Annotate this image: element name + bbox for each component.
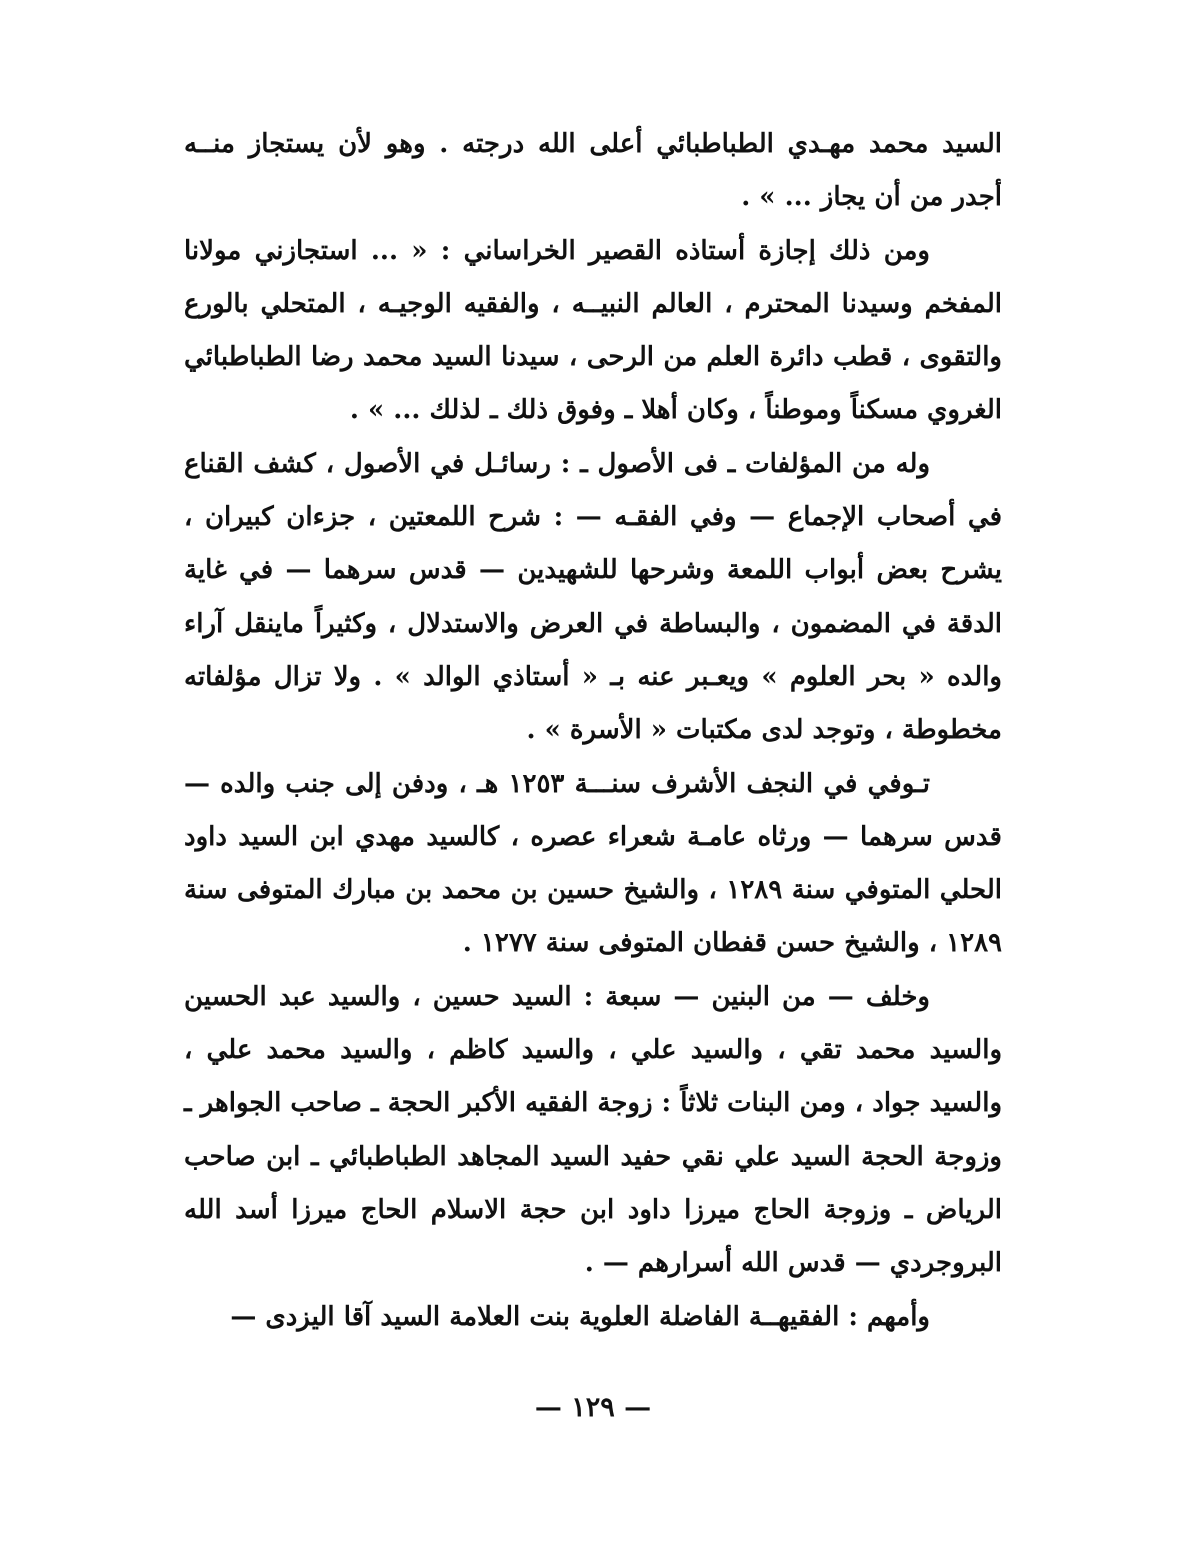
page-number: — ١٢٩ — bbox=[534, 1392, 652, 1423]
paragraph-2: ومن ذلك إجازة أستاذه القصير الخراساني : « ... استجازني مولانا المفخم وسيدنا المحترم ، العالم النبيــه ، والفقيه الوجيـه ، المتحلي بالورع والتقوى ، قطب دائرة العلم من الرحى ، سيدنا السيد محمد رضا الطباطبائي الغروي مسكناً وموطناً ، وكان أهلا ـ وفوق ذلك ـ لذلك ... » . bbox=[184, 235, 1002, 426]
page-body-text bbox=[184, 118, 1002, 1344]
paragraph-4: تـوفي في النجف الأشرف سنـــة ١٢٥٣ هـ ، ودفن إلى جنب والده — قدس سرهما — ورثاه عامـة شعراء عصره ، كالسيد مهدي ابن السيد داود الحلي المتوفي سنة ١٢٨٩ ، والشيخ حسين بن محمد بن مبارك المتوفى سنة ١٢٨٩ ، والشيخ حسن قفطان المتوفى سنة ١٢٧٧ . bbox=[184, 768, 1002, 959]
paragraph-3: وله من المؤلفات ـ فى الأصول ـ : رسائـل في الأصول ، كشف القناع في أصحاب الإجماع — وفي الفقـه — : شرح اللمعتين ، جزءان كبيران ، يشرح بعض أبواب اللمعة وشرحها للشهيدين — قدس سرهما — في غاية الدقة في المضمون ، والبساطة في العرض والاستدلال ، وكثيراً ماينقل آراء والده « بحر العلوم » ويعـبر عنه بـ « أستاذي الوالد » . ولا تزال مؤلفاته مخطوطة ، وتوجد لدى مكتبات « الأسرة » . bbox=[184, 448, 1002, 746]
paragraph-5: وخلف — من البنين — سبعة : السيد حسين ، والسيد عبد الحسين والسيد محمد تقي ، والسيد علي ، والسيد كاظم ، والسيد محمد علي ، والسيد جواد ، ومن البنات ثلاثاً : زوجة الفقيه الأكبر الحجة ـ صاحب الجواهر ـ وزوجة الحجة السيد علي نقي حفيد السيد المجاهد الطباطبائي ـ ابن صاحب الرياض ـ وزوجة الحاج ميرزا داود ابن حجة الاسلام الحاج ميرزا أسد الله البروجردي — قدس الله أسرارهم — . bbox=[184, 981, 1002, 1279]
paragraph-1: السيد محمد مهـدي الطباطبائي أعلى الله درجته . وهو لأن يستجاز منــه أجدر من أن يجاز ... » . bbox=[184, 129, 1002, 213]
paragraph-6: وأمهم : الفقيهــة الفاضلة العلوية بنت العلامة السيد آقا اليزدى — bbox=[230, 1301, 930, 1332]
